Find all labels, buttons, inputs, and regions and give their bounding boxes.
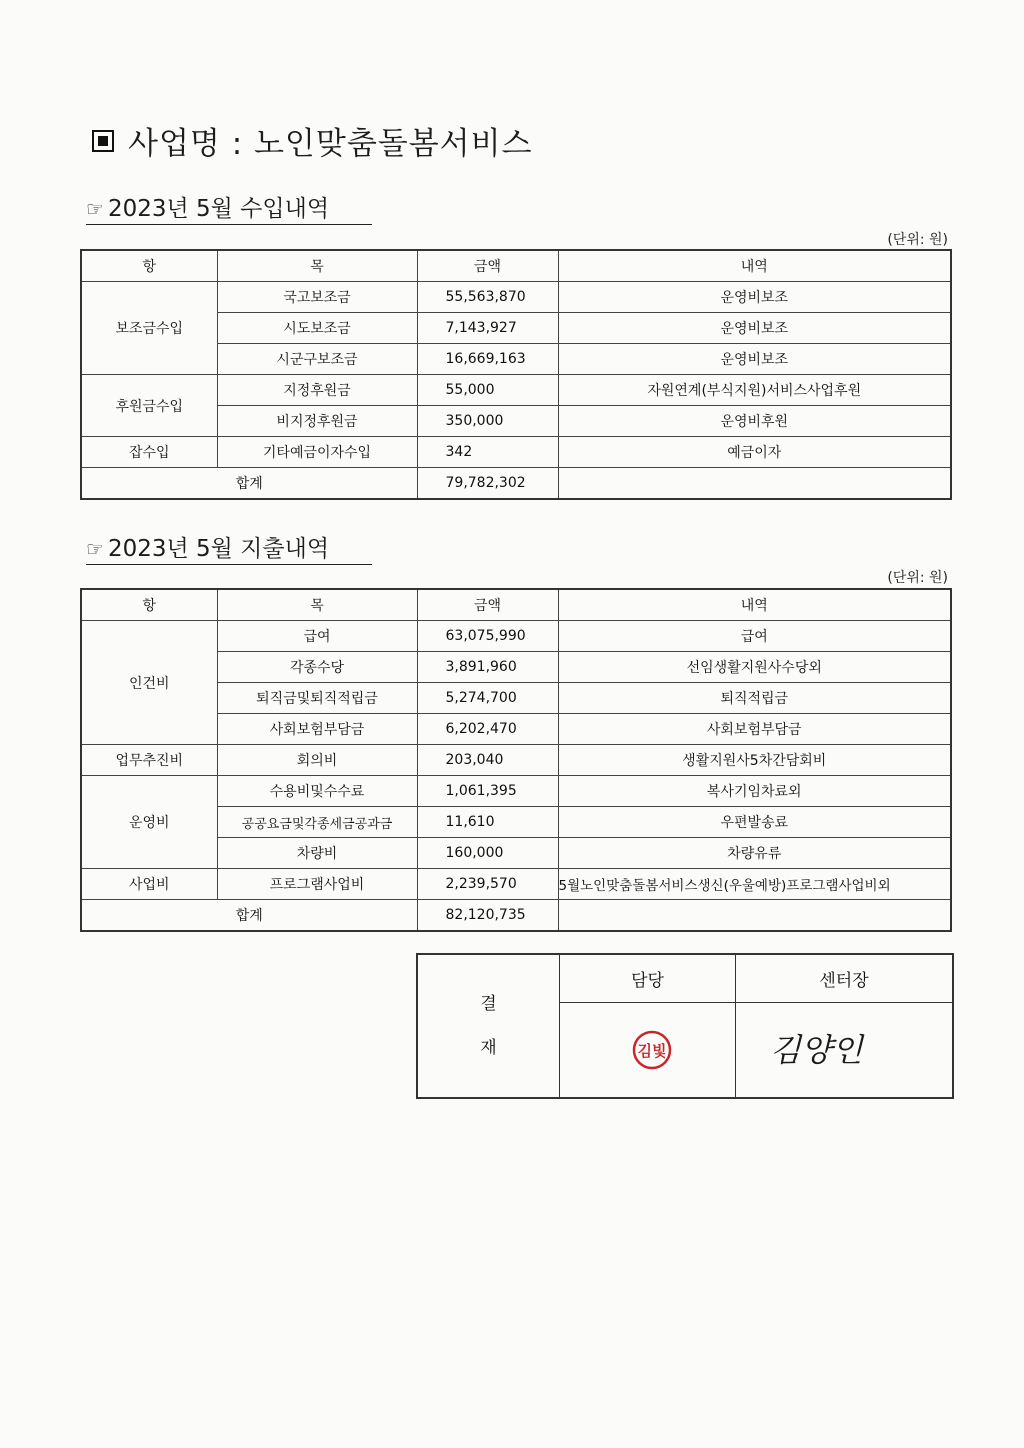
- income-table: [80, 249, 952, 500]
- header-cell: 목: [217, 589, 417, 621]
- amount-cell: 55,000: [417, 375, 558, 406]
- detail-cell: 운영비보조: [558, 313, 951, 344]
- header-cell: 금액: [417, 589, 558, 621]
- header-cell: 항: [81, 589, 217, 621]
- table-row: [81, 282, 951, 313]
- amount-cell: 2,239,570: [417, 869, 558, 900]
- detail-cell: 퇴직적립금: [558, 683, 951, 714]
- mok-cell: 시도보조금: [217, 313, 417, 344]
- table-row: [81, 745, 951, 776]
- mok-cell: 수용비및수수료: [217, 776, 417, 807]
- detail-cell: 5월노인맞춤돌봄서비스생신(우울예방)프로그램사업비외: [558, 869, 951, 900]
- mok-cell: 지정후원금: [217, 375, 417, 406]
- mok-cell: 기타예금이자수입: [217, 437, 417, 468]
- approval-col-director: 센터장: [736, 955, 952, 1003]
- approval-label-top: 결: [480, 994, 497, 1014]
- approval-col-staff: 담당: [560, 955, 736, 1003]
- hang-cell: 사업비: [81, 869, 217, 900]
- pointing-hand-icon: ☞: [86, 197, 104, 221]
- square-bullet-icon: [92, 130, 114, 152]
- header-cell: 내역: [558, 250, 951, 282]
- mok-cell: 퇴직금및퇴직적립금: [217, 683, 417, 714]
- hang-cell: 업무추진비: [81, 745, 217, 776]
- table-header-row: [81, 589, 951, 621]
- amount-cell: 6,202,470: [417, 714, 558, 745]
- total-row: [81, 468, 951, 500]
- approval-label: [418, 955, 560, 1097]
- total-amount: 79,782,302: [417, 468, 558, 500]
- table-row: [81, 375, 951, 406]
- detail-cell: 복사기임차료외: [558, 776, 951, 807]
- mok-cell: 각종수당: [217, 652, 417, 683]
- expense-unit: (단위: 원): [887, 570, 948, 586]
- detail-cell: 생활지원사5차간담회비: [558, 745, 951, 776]
- signature-text: 김양인: [770, 1031, 863, 1069]
- mok-cell: 프로그램사업비: [217, 869, 417, 900]
- table-header-row: [81, 250, 951, 282]
- approval-box: [416, 953, 954, 1099]
- empty-cell: [558, 900, 951, 932]
- amount-cell: 16,669,163: [417, 344, 558, 375]
- amount-cell: 342: [417, 437, 558, 468]
- seal-stamp-icon: [560, 1003, 736, 1097]
- mok-cell: 급여: [217, 621, 417, 652]
- mok-cell: 국고보조금: [217, 282, 417, 313]
- hang-cell: 보조금수입: [81, 282, 217, 375]
- mok-cell: 공공요금및각종세금공과금: [217, 807, 417, 838]
- header-cell: 목: [217, 250, 417, 282]
- staff-sign-cell: [560, 1003, 736, 1097]
- mok-cell: 사회보험부담금: [217, 714, 417, 745]
- detail-cell: 선임생활지원사수당외: [558, 652, 951, 683]
- detail-cell: 운영비보조: [558, 344, 951, 375]
- seal-text: 김빛: [637, 1042, 667, 1060]
- total-label: 합계: [81, 468, 417, 500]
- amount-cell: 5,274,700: [417, 683, 558, 714]
- detail-cell: 우편발송료: [558, 807, 951, 838]
- header-cell: 내역: [558, 589, 951, 621]
- amount-cell: 11,610: [417, 807, 558, 838]
- director-sign-cell: [736, 1003, 952, 1097]
- detail-cell: 급여: [558, 621, 951, 652]
- amount-cell: 1,061,395: [417, 776, 558, 807]
- mok-cell: 차량비: [217, 838, 417, 869]
- page-title: [92, 118, 533, 163]
- hang-cell: 운영비: [81, 776, 217, 869]
- mok-cell: 비지정후원금: [217, 406, 417, 437]
- expense-table: [80, 588, 952, 932]
- expense-heading: ☞ 2023년 5월 지출내역: [86, 530, 372, 565]
- table-row: [81, 437, 951, 468]
- amount-cell: 160,000: [417, 838, 558, 869]
- total-row: [81, 900, 951, 932]
- amount-cell: 350,000: [417, 406, 558, 437]
- table-row: [81, 869, 951, 900]
- approval-label-bottom: 재: [480, 1038, 497, 1058]
- income-heading: ☞ 2023년 5월 수입내역: [86, 190, 372, 225]
- hang-cell: 후원금수입: [81, 375, 217, 437]
- detail-cell: 차량유류: [558, 838, 951, 869]
- signature-icon: [736, 1003, 954, 1097]
- mok-cell: 시군구보조금: [217, 344, 417, 375]
- amount-cell: 3,891,960: [417, 652, 558, 683]
- income-unit: (단위: 원): [887, 232, 948, 248]
- detail-cell: 사회보험부담금: [558, 714, 951, 745]
- hang-cell: 잡수입: [81, 437, 217, 468]
- header-cell: 항: [81, 250, 217, 282]
- detail-cell: 운영비후원: [558, 406, 951, 437]
- amount-cell: 55,563,870: [417, 282, 558, 313]
- total-amount: 82,120,735: [417, 900, 558, 932]
- detail-cell: 예금이자: [558, 437, 951, 468]
- amount-cell: 63,075,990: [417, 621, 558, 652]
- hang-cell: 인건비: [81, 621, 217, 745]
- empty-cell: [558, 468, 951, 500]
- total-label: 합계: [81, 900, 417, 932]
- amount-cell: 203,040: [417, 745, 558, 776]
- table-row: [81, 776, 951, 807]
- detail-cell: 자원연계(부식지원)서비스사업후원: [558, 375, 951, 406]
- table-row: [81, 621, 951, 652]
- page-title-text: 사업명 : 노인맞춤돌봄서비스: [128, 126, 533, 162]
- amount-cell: 7,143,927: [417, 313, 558, 344]
- header-cell: 금액: [417, 250, 558, 282]
- pointing-hand-icon: ☞: [86, 537, 104, 561]
- detail-cell: 운영비보조: [558, 282, 951, 313]
- mok-cell: 회의비: [217, 745, 417, 776]
